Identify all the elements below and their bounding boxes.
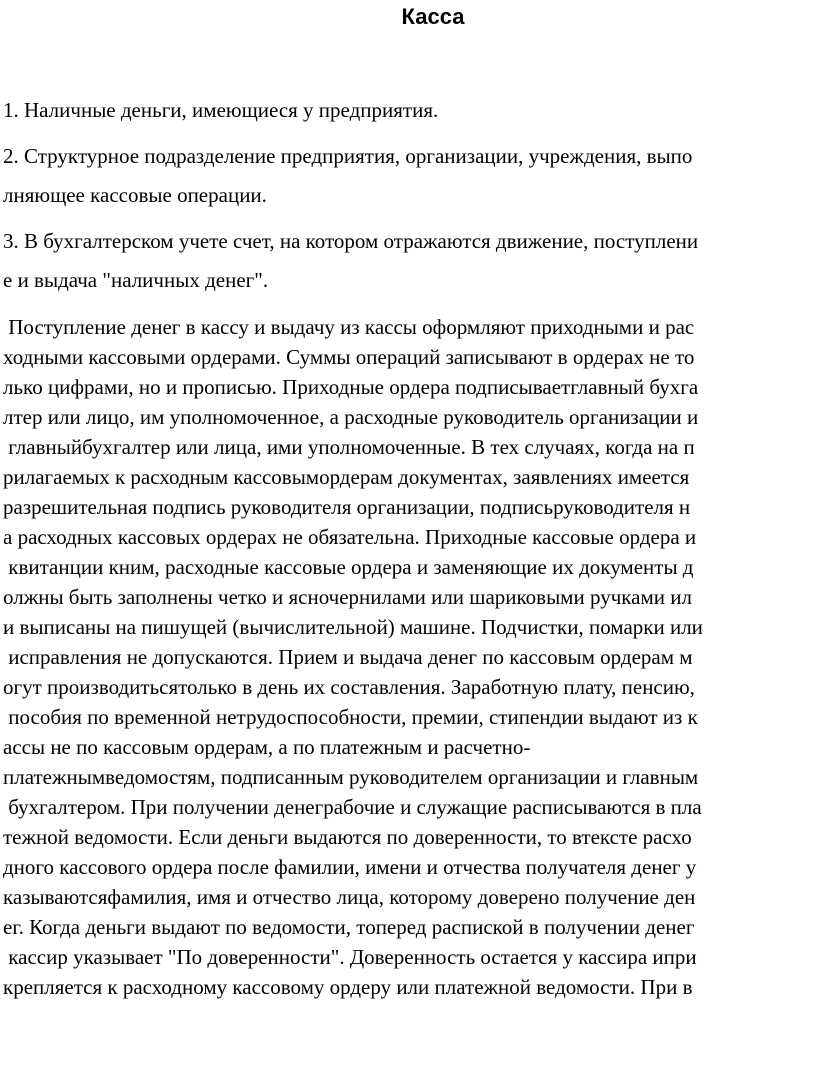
body-line: ассы не по кассовым ордерам, а по платежным и расчетно- (3, 735, 531, 759)
body-line: а расходных кассовых ордерах не обязательна. Приходные кассовые ордера и (3, 525, 697, 549)
body-line: лько цифрами, но и прописью. Приходные ордера подписываетглавный бухга (3, 375, 699, 399)
body-line: квитанции кним, расходные кассовые ордера и заменяющие их документы д (3, 555, 694, 579)
body-line: казываютсяфамилия, имя и отчество лица, которому доверено получение ден (3, 885, 696, 909)
definition-3-line-1: 3. В бухгалтерском учете счет, на котором отражаются движение, поступлени (3, 229, 699, 253)
body-line: рилагаемых к расходным кассовымордерам документах, заявлениях имеется (3, 465, 690, 489)
body-line: огут производитьсятолько в день их составления. Заработную плату, пенсию, (3, 675, 695, 699)
page-title: Касса (401, 4, 465, 29)
body-line: бухгалтером. При получении денеграбочие и служащие расписываются в пла (3, 795, 702, 819)
body-line: разрешительная подпись руководителя организации, подписьруководителя н (3, 495, 691, 519)
body-line: Поступление денег в кассу и выдачу из кассы оформляют приходными и рас (3, 315, 695, 339)
body-line: лтер или лицо, им уполномоченное, а расходные руководитель организации и (3, 405, 699, 429)
body-line: платежнымведомостям, подписанным руководителем организации и главным (3, 765, 699, 789)
body-line: дного кассового ордера после фамилии, имени и отчества получателя денег у (3, 855, 697, 879)
body-line: ег. Когда деньги выдают по ведомости, топеред распиской в получении денег (3, 915, 695, 939)
body-line: исправления не допускаются. Прием и выдача денег по кассовым ордерам м (3, 645, 693, 669)
body-line: олжны быть заполнены четко и ясночернилами или шариковыми ручками ил (3, 585, 692, 609)
body-line: крепляется к расходному кассовому ордеру или платежной ведомости. При в (3, 975, 693, 999)
definition-2-line-1: 2. Структурное подразделение предприятия, организации, учреждения, выпо (3, 144, 693, 168)
body-line: тежной ведомости. Если деньги выдаются по доверенности, то втексте расхо (3, 825, 692, 849)
body-line: пособия по временной нетрудоспособности, премии, стипендии выдают из к (3, 705, 698, 729)
body-line: главныйбухгалтер или лица, ими уполномоченные. В тех случаях, когда на п (3, 435, 695, 459)
definition-3-line-2: е и выдача "наличных денег". (3, 268, 269, 292)
definition-1-line-1: 1. Наличные деньги, имеющиеся у предприятия. (3, 98, 439, 122)
body-line: и выписаны на пишущей (вычислительной) машине. Подчистки, помарки или (3, 615, 703, 639)
body-line: ходными кассовыми ордерами. Суммы операций записывают в ордерах не то (3, 345, 695, 369)
definition-2-line-2: лняющее кассовые операции. (3, 183, 267, 207)
body-line: кассир указывает "По доверенности". Доверенность остается у кассира ипри (3, 945, 697, 969)
